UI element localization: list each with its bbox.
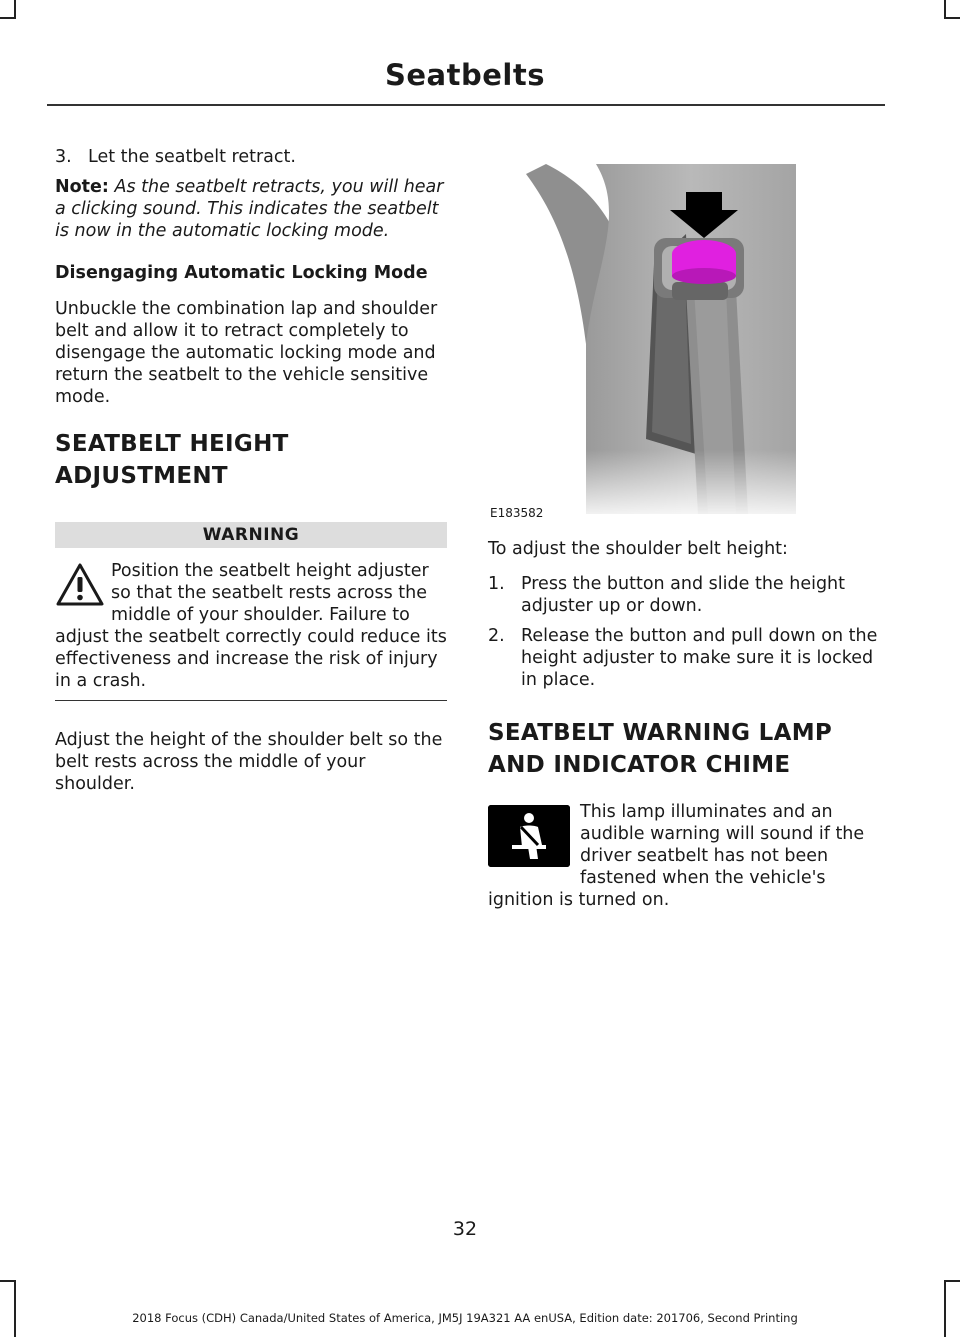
crop-mark [14,0,16,18]
page-header-title: Seatbelts [385,58,545,92]
step-1 [488,573,888,617]
warning-lamp-text: This lamp illuminates and an audible warning will sound if the driver seatbelt has not been fastened when the vehicle's ignition is turned on. [488,802,865,910]
section-heading-height-adjustment [55,428,447,492]
step-text: Press the button and slide the height adjuster up or down. [521,574,846,616]
section-heading-line1: SEATBELT HEIGHT [55,431,289,457]
figure-id: E183582 [490,506,544,520]
crop-mark [944,0,946,18]
warning-heading: WARNING [55,522,447,548]
crop-mark [0,1280,16,1282]
step-text: Let the seatbelt retract. [88,147,296,167]
seatbelt-warning-icon [488,805,570,867]
step-number: 1. [488,574,505,594]
warning-text: Position the seatbelt height adjuster so that the seatbelt rests across the middle of your shoulder. Failure to adjust the seatbelt correctly could reduce its effectiveness and increase the risk of injury in a crash. [55,561,447,691]
section-heading-line2: ADJUSTMENT [55,463,228,489]
disengage-text: Unbuckle the combination lap and shoulder belt and allow it to retract completely to disengage the automatic locking mode and return the seatbelt to the vehicle sensitive mode. [55,299,438,407]
step-number: 2. [488,626,505,646]
note-text: As the seatbelt retracts, you will hear a clicking sound. This indicates the seatbelt is now in the automatic locking mode. [55,177,444,241]
warning-divider [55,700,447,701]
disengage-heading: Disengaging Automatic Locking Mode [55,263,428,283]
crop-mark [944,17,960,19]
note-label: Note: [55,177,109,197]
section-heading-line1: SEATBELT WARNING LAMP [488,720,833,746]
left-column [55,146,447,808]
header-divider [47,104,885,106]
right-column [488,538,888,911]
crop-mark [0,17,16,19]
section-heading-warning-lamp [488,717,888,781]
warning-lamp-block [488,801,888,911]
step-text: Release the button and pull down on the height adjuster to make sure it is locked in place. [521,626,878,690]
page-number: 32 [452,1218,478,1240]
crop-mark [14,1280,16,1337]
crop-mark [944,1280,946,1337]
section-heading-line2: AND INDICATOR CHIME [488,752,791,778]
step-number: 3. [55,147,72,167]
step-3 [55,146,447,168]
height-adjuster-drawing [486,154,886,524]
page-footer: 2018 Focus (CDH) Canada/United States of America, JM5J 19A321 AA enUSA, Edition date: 201706, Second Printing [132,1311,798,1325]
warning-box [55,560,447,692]
adjust-text: Adjust the height of the shoulder belt so the belt rests across the middle of your shoulder. [55,730,443,794]
crop-mark [944,1280,960,1282]
step-2 [488,625,888,691]
seatbelt-height-adjuster-illustration [486,154,886,524]
adjust-intro: To adjust the shoulder belt height: [488,539,788,559]
note [55,176,447,242]
warning-triangle-icon [55,562,105,608]
